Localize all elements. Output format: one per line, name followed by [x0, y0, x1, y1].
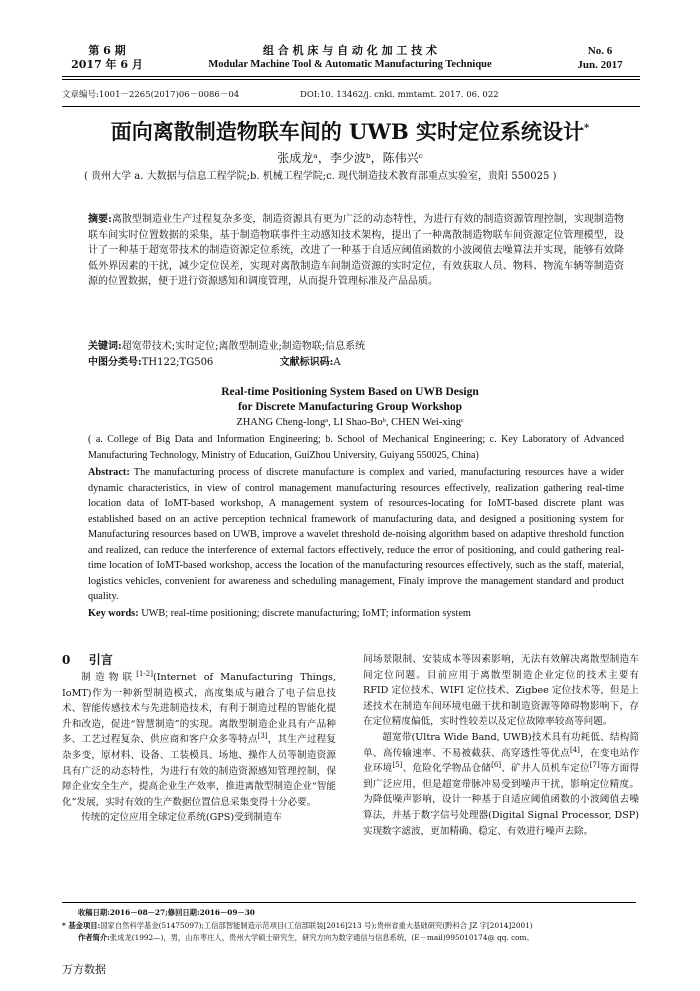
footnote-bio: [62, 932, 640, 945]
body-paragraph: [363, 730, 639, 839]
meta-rule: [62, 106, 640, 107]
footnote-fund: [62, 920, 640, 933]
article-number: 文章编号:1001－2265(2017)06－0086－04: [62, 90, 240, 100]
keywords-cn-text: 超宽带技术;实时定位;离散型制造业;制造物联;信息系统: [121, 341, 366, 352]
citation[interactable]: [7]: [589, 760, 600, 769]
header-right: [560, 44, 640, 72]
section-title: 引言: [88, 653, 113, 667]
footnote-bio-label: 作者简介:: [78, 933, 110, 942]
header-center: [150, 44, 550, 72]
abstract-cn-label: 摘要:: [88, 214, 112, 225]
title-cn: [40, 118, 660, 146]
header-issue-en: No. 6: [587, 45, 613, 57]
affiliation-cn: ( 贵州大学 a. 大数据与信息工程学院;b. 机械工程学院;c. 现代制造技术教育部重点实验室，贵阳 550025 ): [84, 171, 557, 182]
title-footnote-mark: *: [584, 123, 590, 134]
body-text: ，在变电站作业环境: [363, 747, 640, 775]
doc-code-label: 文献标识码:: [279, 357, 334, 368]
header-date-en: Jun. 2017: [577, 59, 623, 71]
body-paragraph: [62, 670, 336, 810]
title-en-line2: for Discrete Manufacturing Group Workshop: [237, 401, 463, 413]
body-text: 超宽带(Ultra Wide Band, UWB)技术具有功耗低、结构简单、高传输速率、不易被截获、高穿透性等优点: [363, 731, 639, 759]
citation[interactable]: [3]: [257, 732, 268, 741]
citation[interactable]: [5]: [392, 760, 403, 769]
authors-en: ZHANG Cheng-longᵃ, LI Shao-Boᵇ, CHEN Wei-xingᶜ: [236, 417, 464, 428]
body-text: 等方面得到广泛应用，但是超宽带脉冲易受到噪声干扰，影响定位精度。为降低噪声影响，设计一种基于自适应阈值函数的小波阈值去噪算法，并基于数字信号处理器(Digital Signal Processor, DSP)实现数字滤波，更加精确、稳定、有效进行噪声去除。: [363, 763, 640, 837]
body-text: ，其生产过程复杂多变，原材料、设备、工装模具、场地、操作人员等制造资源具有广泛的动态特性，为进行有效的制造资源感知管理控制，保障企业安全生产，提高企业生产效率，推进离散型制造企业“智能化”发展，实时有效的生产数据位置信息采集变得十分必要。: [62, 734, 337, 808]
doi: DOI:10. 13462/j. cnki. mmtamt. 2017. 06. 022: [300, 90, 499, 100]
class-value: TH122;TG506: [141, 357, 214, 368]
keywords-cn: [88, 339, 624, 354]
footnote-bio-text: 张成龙(1992—)，男，山东枣庄人，贵州大学硕士研究生，研究方向为数字通信与信息系统，(E－mail)995010174@ qq. com。: [109, 933, 534, 942]
header-rule-top: [62, 76, 640, 77]
abstract-en-label: Abstract:: [88, 467, 130, 478]
header-rule-bottom: [62, 79, 640, 80]
section-heading: [62, 652, 113, 668]
keywords-en-text: UWB; real-time positioning; discrete manufacturing; IoMT; information system: [138, 608, 471, 619]
authors-cn: 张成龙ᵃ，李少波ᵇ，陈伟兴ᶜ: [277, 151, 423, 165]
body-right-column: [363, 652, 639, 839]
journal-title-en: Modular Machine Tool & Automatic Manufacturing Technique: [208, 59, 492, 70]
citation[interactable]: [6]: [491, 760, 502, 769]
citation[interactable]: [1-2]: [136, 669, 153, 678]
watermark: 万方数据: [62, 963, 106, 976]
abstract-cn: [88, 212, 624, 290]
title-cn-text: 面向离散制造物联车间的 UWB 实时定位系统设计: [110, 119, 585, 144]
footnote-fund-label: * 基金项目:: [62, 920, 101, 930]
keywords-en: [88, 606, 624, 621]
body-paragraph: 间场景限制、安装成本等因素影响，无法有效解决离散型制造车间定位问题。目前应用于离散型制造企业定位的技术主要有 RFID 定位技术、WIFI 定位技术、Zigbee 定位技术等，但是上述技术在制造车间环境电磁干扰和制造资源等障碍物影响下，存在定位精度偏低，实时性较差以及定位故障率较高等问题。: [363, 654, 639, 728]
body-text: 、矿井人员机车定位: [501, 763, 590, 775]
footnote-fund-text: 国家自然科学基金(51475097);工信部智能制造示范项目(工信部联装[2016]213 号);贵州省重大基础研究(黔科合 JZ 字[2014]2001): [100, 920, 533, 930]
body-text: 制造物联: [81, 672, 137, 683]
journal-title-cn: 组 合 机 床 与 自 动 化 加 工 技 术: [262, 44, 438, 57]
affiliation-en: ( a. College of Big Data and Information Engineering; b. School of Mechanical Engineering; c. Key Laboratory of Advanced Manufacturing Technology, Ministry of Education, GuiZhou University, Guiyang 550025, China): [88, 434, 624, 461]
title-en-line1: Real-time Positioning System Based on UWB Design: [221, 386, 479, 398]
abstract-cn-text: 离散型制造业生产过程复杂多变，制造资源具有更为广泛的动态特性，为进行有效的制造资源管理控制，实现制造物联车间实时位置数据的采集，基于制造物联事件主动感知技术架构，提出了一种离散制造物联车间资源定位管理模型，设计了一种基于超宽带技术的制造资源定位系统，改进了一种基于自适应阈值函数的小波阈值去噪算法并实现，能够有效降低外界因素的干扰，减少定位误差，实现对离散制造车间制造资源的实时定位，有效获取人员、物料、物流车辆等制造资源的位置数据，便于进行资源感知和调度管理，从而提升管理标准及产品品质。: [88, 214, 624, 287]
classification-cn: [88, 355, 624, 370]
doc-code-value: A: [333, 357, 341, 368]
class-label: 中图分类号:: [88, 357, 142, 368]
header-date-cn: 2017 年 6 月: [71, 58, 143, 71]
body-paragraph: 传统的定位应用全球定位系统(GPS)受到制造车: [81, 812, 283, 824]
header-left: [62, 44, 152, 72]
body-text: (Internet of Manufacturing Things, IoMT)作为一种新型制造模式，高度集成与融合了电子信息技术、智能传感技术与先进制造技术，有利于制造过程的智能化提升和改造，促进“智慧制造”的实现。离散型制造企业具有产品种多、工艺过程复杂、供应商和客户众多等特点: [62, 672, 337, 746]
section-number: 0: [62, 653, 71, 667]
body-text: 、危险化学物品仓储: [402, 763, 492, 775]
footnote-rule: [62, 902, 636, 903]
abstract-en-text: The manufacturing process of discrete manufacture is complex and varied, manufacturing resources have a wider dynamic characteristics, in view of control management manufacturing resources effectively, realization gathering real-time location data of IoMT-based workshop, A management system of resources-locating for IoMT-based discrete plant was established based on an active perception technical framework of manufacturing data, and designed a positioning system for Manufacturing resources based on UWB, improve a wavelet threshold de-noising algorithm based on adaptive threshold function and realized, can reduce the interference of external factors effectively, reduce the error of positioning, and could gathering real-time location of IoMT-based workshop, access the location of the manufacturing resources effectively, such as the staff, material, logistics vehicles, convenient for awareness and scheduling management, Finaly improve the management standard and product quality.: [88, 467, 624, 602]
footnote-received: 收稿日期:2016－08－27;修回日期:2016－09－30: [78, 908, 255, 917]
header-issue-cn: 第 6 期: [88, 44, 126, 57]
body-left-column: [62, 670, 336, 826]
abstract-en: [88, 465, 624, 605]
citation[interactable]: [4]: [569, 745, 580, 754]
keywords-en-label: Key words:: [88, 608, 139, 619]
footnotes: [62, 907, 640, 945]
keywords-cn-label: 关键词:: [88, 341, 122, 352]
